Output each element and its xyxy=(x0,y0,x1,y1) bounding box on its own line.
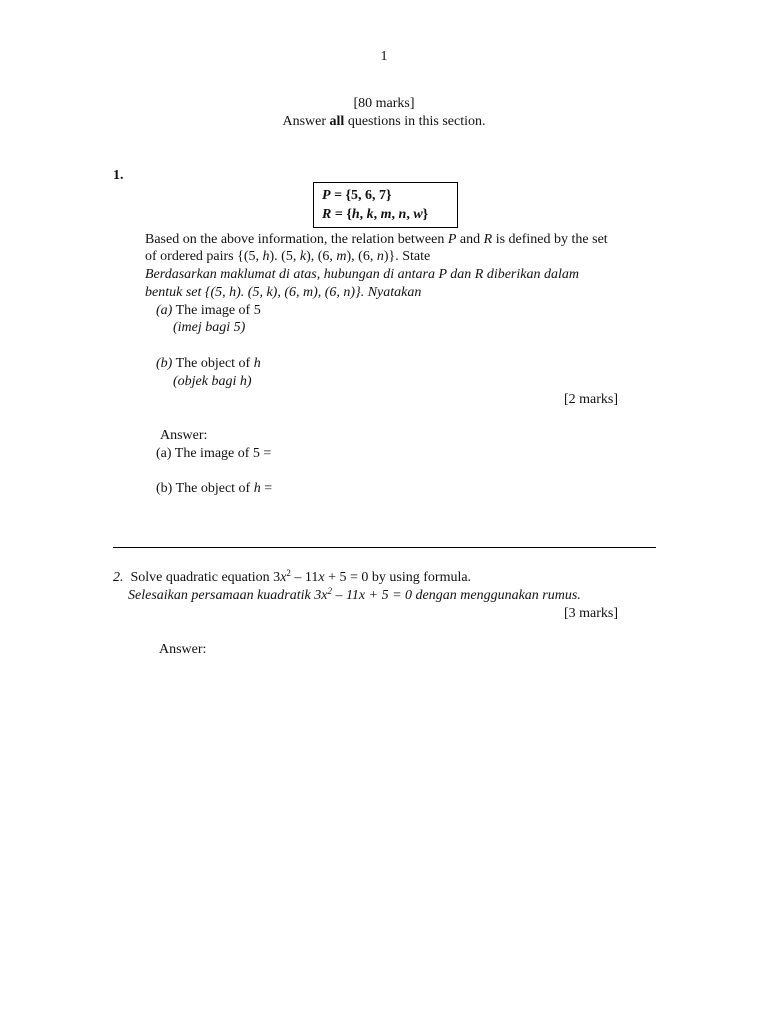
question-1-number: 1. xyxy=(113,168,124,183)
question-1-stem-en-line2: of ordered pairs {(5, h). (5, k), (6, m), (6, n)}. State xyxy=(145,249,431,264)
set-r: R = {h, k, m, n, w} xyxy=(322,207,429,222)
question-1-stem-ms-line2: bentuk set {(5, h). (5, k), (6, m), (6, n)}. Nyatakan xyxy=(145,285,422,300)
section-instruction: Answer all questions in this section. xyxy=(282,114,486,129)
question-1-stem-ms-line1: Berdasarkan maklumat di atas, hubungan di antara P dan R diberikan dalam xyxy=(145,267,579,282)
question-1-part-b-ms: (objek bagi h) xyxy=(173,374,252,389)
question-1-part-a-ms: (imej bagi 5) xyxy=(173,320,246,335)
question-1-part-b: (b) The object of h xyxy=(156,356,261,371)
question-2-stem-ms: Selesaikan persamaan kuadratik $3x^2 - 11x + 5 = 0$ dengan menggunakan rumus. xyxy=(128,586,581,603)
question-2-marks: [3 marks] xyxy=(564,606,619,621)
question-1-marks: [2 marks] xyxy=(564,392,619,407)
question-2-stem-en: 2. Solve quadratic equation $3x^2 - 11x + 5 = 0$ by using formula. xyxy=(113,568,472,585)
question-1-stem-en-line1: Based on the above information, the relation between P and R is defined by the set xyxy=(145,232,608,247)
question-1-answer-label: Answer: xyxy=(160,428,208,443)
page-number: 1 xyxy=(380,49,388,64)
set-p: P = {5, 6, 7} xyxy=(322,188,392,203)
section-divider xyxy=(113,547,656,548)
section-marks: [80 marks] xyxy=(353,96,415,111)
question-1-answer-a: (a) The image of 5 = xyxy=(156,446,272,461)
set-definition-box xyxy=(313,182,458,228)
question-2-answer-label: Answer: xyxy=(159,642,207,657)
question-1-answer-b: (b) The object of h = xyxy=(156,481,273,496)
question-1-part-a: (a) The image of 5 xyxy=(156,303,261,318)
